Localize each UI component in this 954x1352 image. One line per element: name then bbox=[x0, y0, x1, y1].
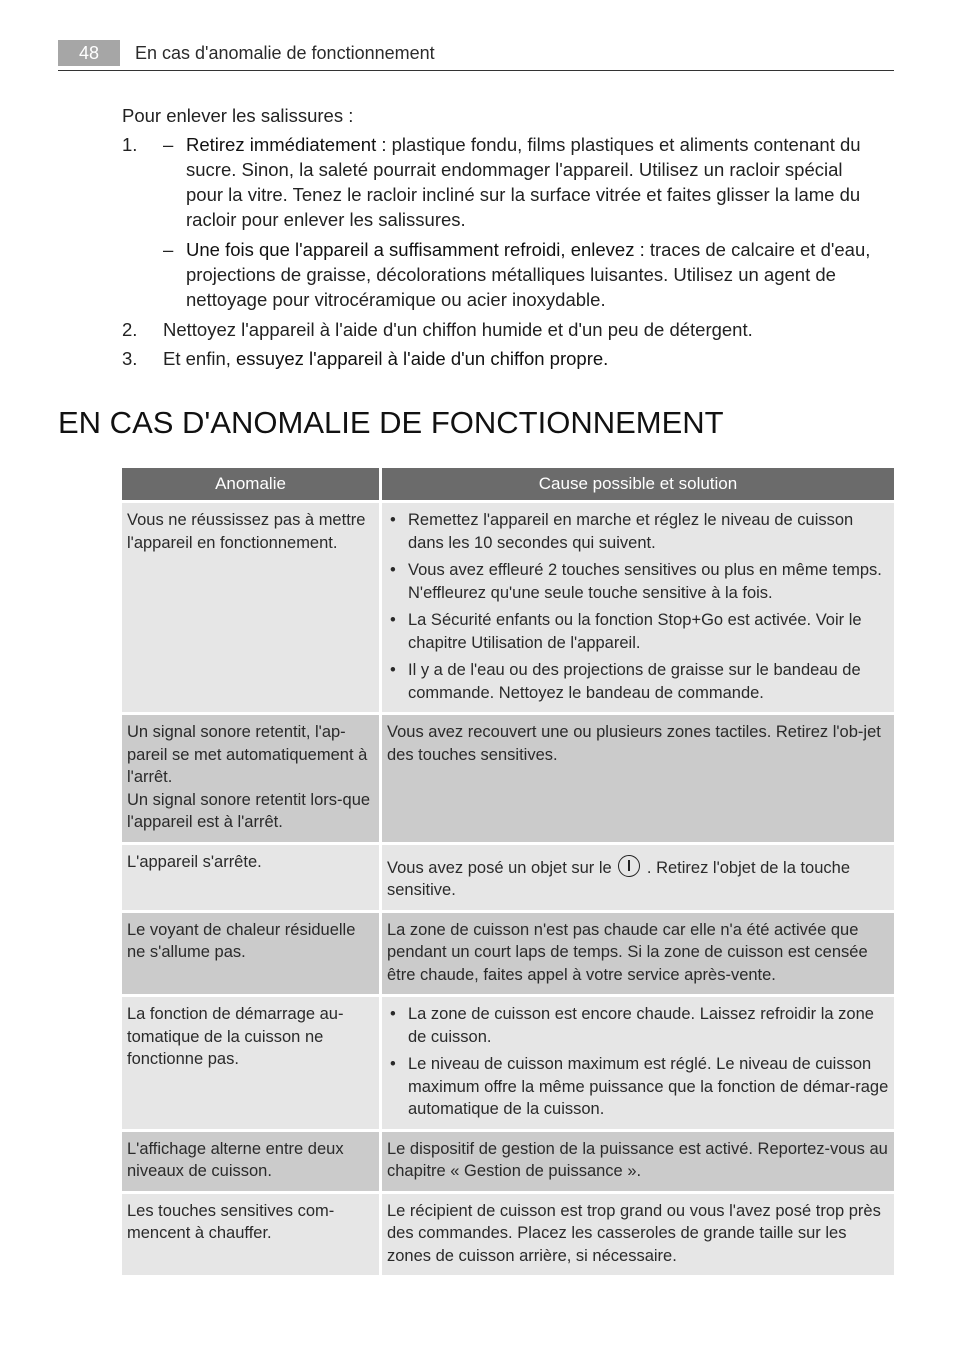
list-item-text: Vous avez effleuré 2 touches sensitives ou plus en même temps. N'effleurez qu'une seule touche sensitive à la fois. bbox=[408, 561, 882, 602]
bullet-icon: • bbox=[390, 1005, 396, 1023]
column-header-anomaly: Anomalie bbox=[122, 468, 382, 500]
solution-list bbox=[387, 509, 889, 704]
table-row bbox=[122, 1191, 894, 1276]
dash-item bbox=[163, 132, 884, 232]
step-2 bbox=[122, 317, 884, 342]
problem-line: Un signal sonore retentit lors-que l'appareil est à l'arrêt. bbox=[127, 790, 371, 831]
dash-marker: – bbox=[163, 239, 174, 260]
section-title: EN CAS D'ANOMALIE DE FONCTIONNEMENT bbox=[58, 405, 724, 440]
problem-cell: L'appareil s'arrête. bbox=[122, 842, 382, 910]
dash-item-text: plastique fondu, films plastiques et aliments contenant du sucre. Sinon, la saleté pourrait endommager l'appareil. Utilisez un racloir spécial pour la vitre. Tenez le racloir incliné sur la surface vitrée et faites glisser la lame du racloir pour enlever les salissures. bbox=[186, 134, 861, 230]
table-row bbox=[122, 1129, 894, 1191]
solution-cell bbox=[382, 842, 894, 910]
problem-cell: Le voyant de chaleur résiduelle ne s'allume pas. bbox=[122, 910, 382, 995]
solution-list bbox=[387, 1003, 889, 1121]
list-item bbox=[387, 1053, 889, 1121]
power-icon bbox=[618, 855, 640, 877]
dash-item bbox=[163, 237, 884, 312]
step-emphasis: essuyez l'appareil à l'aide d'un chiffon propre. bbox=[236, 348, 609, 369]
step-text: Nettoyez l'appareil à l'aide d'un chiffon humide et d'un peu de détergent. bbox=[163, 319, 753, 340]
problem-cell: L'affichage alterne entre deux niveaux de cuisson. bbox=[122, 1129, 382, 1191]
list-item bbox=[387, 659, 889, 704]
list-item-text: La Sécurité enfants ou la fonction Stop+Go est activée. Voir le chapitre Utilisation de l'appareil. bbox=[408, 611, 862, 652]
bullet-icon: • bbox=[390, 1055, 396, 1073]
bullet-icon: • bbox=[390, 611, 396, 629]
problem-line: Un signal sonore retentit, l'ap-pareil se met automatiquement à l'arrêt. bbox=[127, 723, 368, 786]
step-number: 2. bbox=[122, 319, 138, 340]
cleaning-instructions bbox=[122, 103, 884, 371]
list-item-text: Il y a de l'eau ou des projections de graisse sur le bandeau de commande. Nettoyez le bandeau de commande. bbox=[408, 661, 861, 702]
problem-cell: La fonction de démarrage au-tomatique de la cuisson ne fonctionne pas. bbox=[122, 994, 382, 1129]
solution-cell: Le récipient de cuisson est trop grand ou vous l'avez posé trop près des commandes. Placez les casseroles de grande taille sur les zones de cuisson arrière, si nécessaire. bbox=[382, 1191, 894, 1276]
step-number: 1. bbox=[122, 134, 138, 155]
list-item bbox=[387, 609, 889, 654]
header-title: En cas d'anomalie de fonctionnement bbox=[135, 43, 435, 63]
solution-text: . Retirez l'objet de la touche sensitive. bbox=[387, 858, 851, 899]
list-item-text: Remettez l'appareil en marche et réglez le niveau de cuisson dans les 10 secondes qui suivent. bbox=[408, 511, 854, 552]
step-prefix: Et enfin, bbox=[163, 348, 237, 369]
step-number: 3. bbox=[122, 348, 138, 369]
bullet-icon: • bbox=[390, 661, 396, 679]
bullet-icon: • bbox=[390, 511, 396, 529]
dash-item-lead: Retirez immédiatement : bbox=[186, 134, 387, 155]
dash-marker: – bbox=[163, 134, 174, 155]
dash-item-lead: Une fois que l'appareil a suffisamment refroidi, enlevez : bbox=[186, 239, 645, 260]
table-row bbox=[122, 712, 894, 842]
table-row bbox=[122, 500, 894, 712]
solution-cell bbox=[382, 994, 894, 1129]
problem-cell bbox=[122, 712, 382, 842]
dash-item-text: traces de calcaire et d'eau, projections de graisse, décolorations métalliques luisantes. Utilisez un agent de nettoyage pour vitrocéramique ou acier inoxydable. bbox=[186, 239, 871, 310]
solution-text: Vous avez posé un objet sur le bbox=[387, 858, 617, 877]
intro-lead: Pour enlever les salissures : bbox=[122, 105, 354, 126]
bullet-icon: • bbox=[390, 561, 396, 579]
problem-cell: Vous ne réussissez pas à mettre l'appareil en fonctionnement. bbox=[122, 500, 382, 712]
list-item-text: La zone de cuisson est encore chaude. Laissez refroidir la zone de cuisson. bbox=[408, 1005, 874, 1046]
solution-cell: La zone de cuisson n'est pas chaude car elle n'a été activée que pendant un court laps de temps. Si la zone de cuisson est censée être chaude, faites appel à votre service après-vente. bbox=[382, 910, 894, 995]
troubleshooting-table bbox=[122, 468, 894, 1275]
problem-cell: Les touches sensitives com-mencent à chauffer. bbox=[122, 1191, 382, 1276]
list-item bbox=[387, 509, 889, 554]
solution-cell: Vous avez recouvert une ou plusieurs zones tactiles. Retirez l'ob-jet des touches sensitives. bbox=[382, 712, 894, 842]
page-number: 48 bbox=[58, 40, 120, 66]
list-item-text: Le niveau de cuisson maximum est réglé. Le niveau de cuisson maximum offre la même puissance que la fonction de démar-rage automatique de la cuisson. bbox=[408, 1055, 889, 1118]
list-item bbox=[387, 1003, 889, 1048]
list-item bbox=[387, 559, 889, 604]
table-row bbox=[122, 842, 894, 910]
step-1 bbox=[122, 132, 884, 312]
table-row bbox=[122, 910, 894, 995]
table-header-row bbox=[122, 468, 894, 500]
solution-cell bbox=[382, 500, 894, 712]
solution-cell: Le dispositif de gestion de la puissance est activé. Reportez-vous au chapitre « Gestion de puissance ». bbox=[382, 1129, 894, 1191]
page-header bbox=[58, 40, 894, 71]
step-3 bbox=[122, 346, 884, 371]
column-header-solution: Cause possible et solution bbox=[382, 468, 894, 500]
table-row bbox=[122, 994, 894, 1129]
